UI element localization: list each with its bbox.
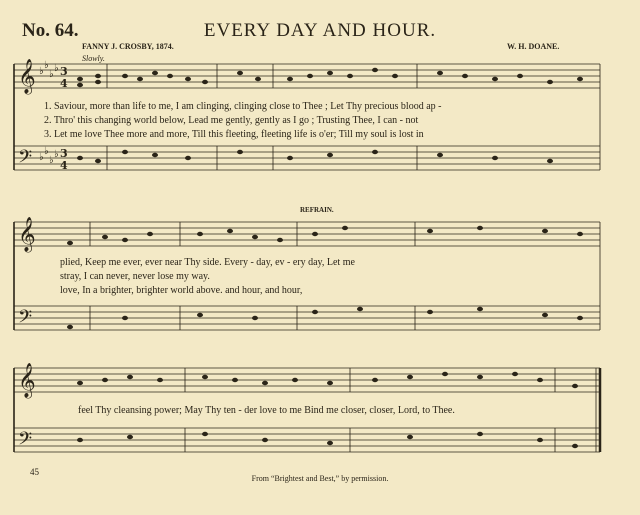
- verse-2-line-2: stray, I can never, never lose my way.: [60, 271, 210, 282]
- hymn-title: EVERY DAY AND HOUR.: [203, 20, 437, 41]
- svg-text:♭: ♭: [54, 63, 59, 74]
- svg-text:♭: ♭: [54, 149, 59, 160]
- svg-text:♭: ♭: [49, 69, 54, 80]
- composer: W. H. DOANE.: [507, 42, 560, 51]
- verse-1-line-1: 1. Saviour, more than life to me, I am clinging, clinging close to Thee ; Let Thy precious blood ap -: [44, 101, 442, 112]
- svg-text:♭: ♭: [39, 152, 44, 163]
- treble-clef-icon: 𝄞: [18, 217, 36, 252]
- treble-clef-icon: 𝄞: [18, 59, 36, 94]
- svg-text:3: 3: [60, 147, 68, 160]
- page-number: 45: [30, 467, 39, 477]
- svg-text:4: 4: [60, 159, 68, 172]
- svg-text:♭: ♭: [44, 60, 49, 71]
- verse-2-line-1: 2. Thro' this changing world below, Lead me gently, gently as I go ; Trusting Thee, I can - not: [44, 115, 419, 126]
- treble-clef-icon: 𝄞: [18, 363, 36, 398]
- hymn-number: No. 64.: [22, 20, 79, 41]
- permission-credit: From “Brightest and Best,” by permission.: [251, 474, 389, 483]
- bass-clef-icon: 𝄢: [18, 429, 33, 454]
- bass-clef-icon: 𝄢: [18, 147, 33, 172]
- svg-text:♭: ♭: [44, 146, 49, 157]
- svg-text:4: 4: [60, 77, 68, 90]
- verse-1-line-2: plied, Keep me ever, ever near Thy side. Every - day, ev - ery day, Let me: [60, 257, 355, 268]
- refrain-line: feel Thy cleansing power; May Thy ten - der love to me Bind me closer, closer, Lord, to Thee.: [78, 405, 455, 416]
- lyricist: FANNY J. CROSBY, 1874.: [82, 42, 174, 51]
- verse-3-line-1: 3. Let me love Thee more and more, Till this fleeting, fleeting life is o'er; Till my soul is lost in: [44, 129, 424, 140]
- svg-text:3: 3: [60, 65, 68, 78]
- refrain-label: REFRAIN.: [300, 206, 334, 214]
- bass-clef-icon: 𝄢: [18, 307, 33, 332]
- svg-text:♭: ♭: [49, 155, 54, 166]
- tempo-marking: Slowly.: [82, 54, 105, 63]
- svg-text:♭: ♭: [39, 66, 44, 77]
- verse-3-line-2: love, In a brighter, brighter world above. and hour, and hour,: [60, 285, 303, 296]
